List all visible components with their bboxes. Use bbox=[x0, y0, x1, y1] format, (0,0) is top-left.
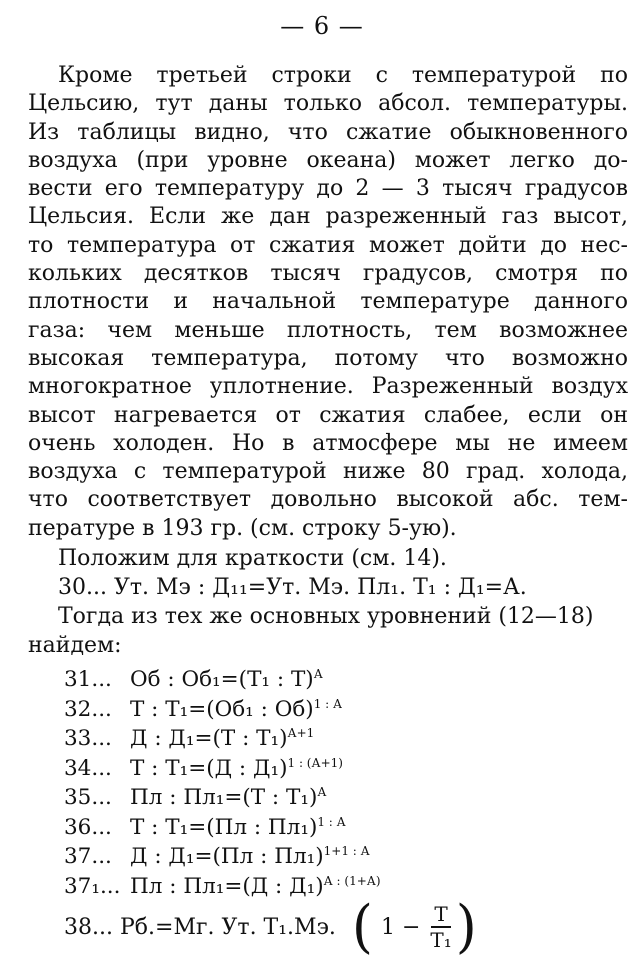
equation-number: 36... bbox=[64, 814, 112, 840]
equation-exponent: 1 : А bbox=[317, 814, 346, 829]
equation-row bbox=[64, 719, 381, 752]
one-minus: 1 − bbox=[380, 914, 421, 940]
text-line: Кроме третьей строки с температурой по bbox=[58, 63, 628, 88]
fraction-denominator: Т₁ bbox=[430, 928, 452, 952]
equation-row bbox=[64, 690, 381, 720]
text-line: Цельсия. Если же дан разреженный газ высот, bbox=[28, 204, 628, 230]
text-line: очень холоден. Но в атмосфере мы не имеем bbox=[28, 430, 628, 456]
text-line: вести его температуру до 2 — 3 тысяч градусов bbox=[28, 176, 628, 202]
text-line bbox=[28, 602, 633, 631]
equation-number: 33... bbox=[64, 726, 112, 752]
equation-row bbox=[64, 749, 381, 779]
fraction bbox=[430, 902, 451, 952]
text-line bbox=[28, 573, 633, 602]
equation-expr: Д : Д₁=(Пл : Пл₁) bbox=[130, 844, 324, 870]
fraction-numerator: Т bbox=[431, 902, 450, 928]
equation-exponent: А+1 bbox=[287, 726, 315, 740]
equation-exponent: А bbox=[313, 667, 323, 681]
equation-expr: Т : Т₁=(Пл : Пл₁) bbox=[130, 814, 318, 840]
text-line: Цельсию, тут даны только абсол. температуры. bbox=[28, 91, 628, 117]
equation-number: 32... bbox=[64, 696, 112, 722]
equation-expr: Т : Т₁=(Об₁ : Об) bbox=[130, 696, 314, 722]
text-line bbox=[28, 544, 633, 573]
para2-line4: найдем: bbox=[28, 633, 122, 658]
equation-number: 37... bbox=[64, 844, 112, 870]
text-line: высокая температура, потому что возможно bbox=[28, 345, 628, 371]
paragraph-2 bbox=[28, 544, 633, 660]
text-line: высот нагревается от сжатия слабее, если он bbox=[28, 402, 628, 428]
equation-expr: Пл : Пл₁=(Д : Д₁) bbox=[130, 873, 324, 899]
close-paren: ) bbox=[455, 893, 477, 960]
equation-row bbox=[64, 867, 381, 897]
equation-row bbox=[64, 778, 381, 811]
equation-number: 31... bbox=[64, 667, 112, 693]
text-line: многократное уплотнение. Разреженный воздух bbox=[28, 374, 628, 400]
text-line: воздуха (при уровне океана) может легко до- bbox=[28, 147, 628, 173]
text-line: кольких десятков тысяч градусов, смотря по bbox=[28, 261, 628, 287]
equation-expr: Об : Об₁=(Т₁ : Т) bbox=[130, 667, 314, 693]
equation-exponent: 1+1 : А bbox=[323, 844, 370, 858]
text-line: воздуха с температурой ниже 80 град. холода, bbox=[28, 459, 628, 485]
equation-expr: Д : Д₁=(Т : Т₁) bbox=[130, 726, 288, 752]
equation-38-lhs bbox=[64, 915, 336, 940]
para2-line3: Тогда из тех же основных уровнений (12—18) bbox=[58, 604, 594, 629]
equation-exponent: А : (1+А) bbox=[323, 873, 381, 888]
equation-number: 34... bbox=[64, 755, 112, 781]
equation-38-expr: Рб.=Мг. Ут. Т₁.Мэ. bbox=[119, 914, 336, 940]
para2-line1: Положим для краткости (см. 14). bbox=[58, 546, 447, 571]
page-number: — 6 — bbox=[280, 12, 364, 40]
text-line bbox=[28, 631, 633, 660]
equation-row bbox=[64, 808, 381, 838]
text-line: плотности и начальной температуре данного bbox=[28, 289, 628, 315]
equation-number: 38... bbox=[64, 914, 113, 940]
equation-exponent: А bbox=[317, 785, 327, 799]
text-line: газа: чем меньше плотность, тем возможнее bbox=[28, 317, 628, 343]
text-line: что соответствует довольно высокой абс. тем- bbox=[28, 487, 628, 513]
paragraph-1 bbox=[28, 62, 628, 543]
text-line: Из таблицы видно, что сжатие обыкновенного bbox=[28, 119, 628, 145]
para2-line2: 30... Ут. Мэ : Д₁₁=Ут. Мэ. Пл₁. Т₁ : Д₁=А. bbox=[58, 575, 527, 600]
equation-exponent: 1 : А bbox=[313, 696, 343, 711]
open-paren: ( bbox=[351, 893, 373, 960]
equation-expr: Т : Т₁=(Д : Д₁) bbox=[130, 755, 288, 781]
equation-row bbox=[64, 837, 381, 870]
equation-list bbox=[64, 660, 381, 899]
equation-expr: Пл : Пл₁=(Т : Т₁) bbox=[130, 785, 318, 811]
equation-exponent: 1 : (А+1) bbox=[287, 755, 343, 770]
equation-number: 35... bbox=[64, 785, 112, 811]
equation-number: 37₁... bbox=[64, 873, 121, 899]
text-line: то температура от сжатия может дойти до нес- bbox=[28, 232, 628, 258]
equation-row bbox=[64, 660, 381, 693]
text-line: пературе в 193 гр. (см. строку 5-ую). bbox=[28, 515, 457, 541]
equation-38 bbox=[64, 893, 477, 960]
